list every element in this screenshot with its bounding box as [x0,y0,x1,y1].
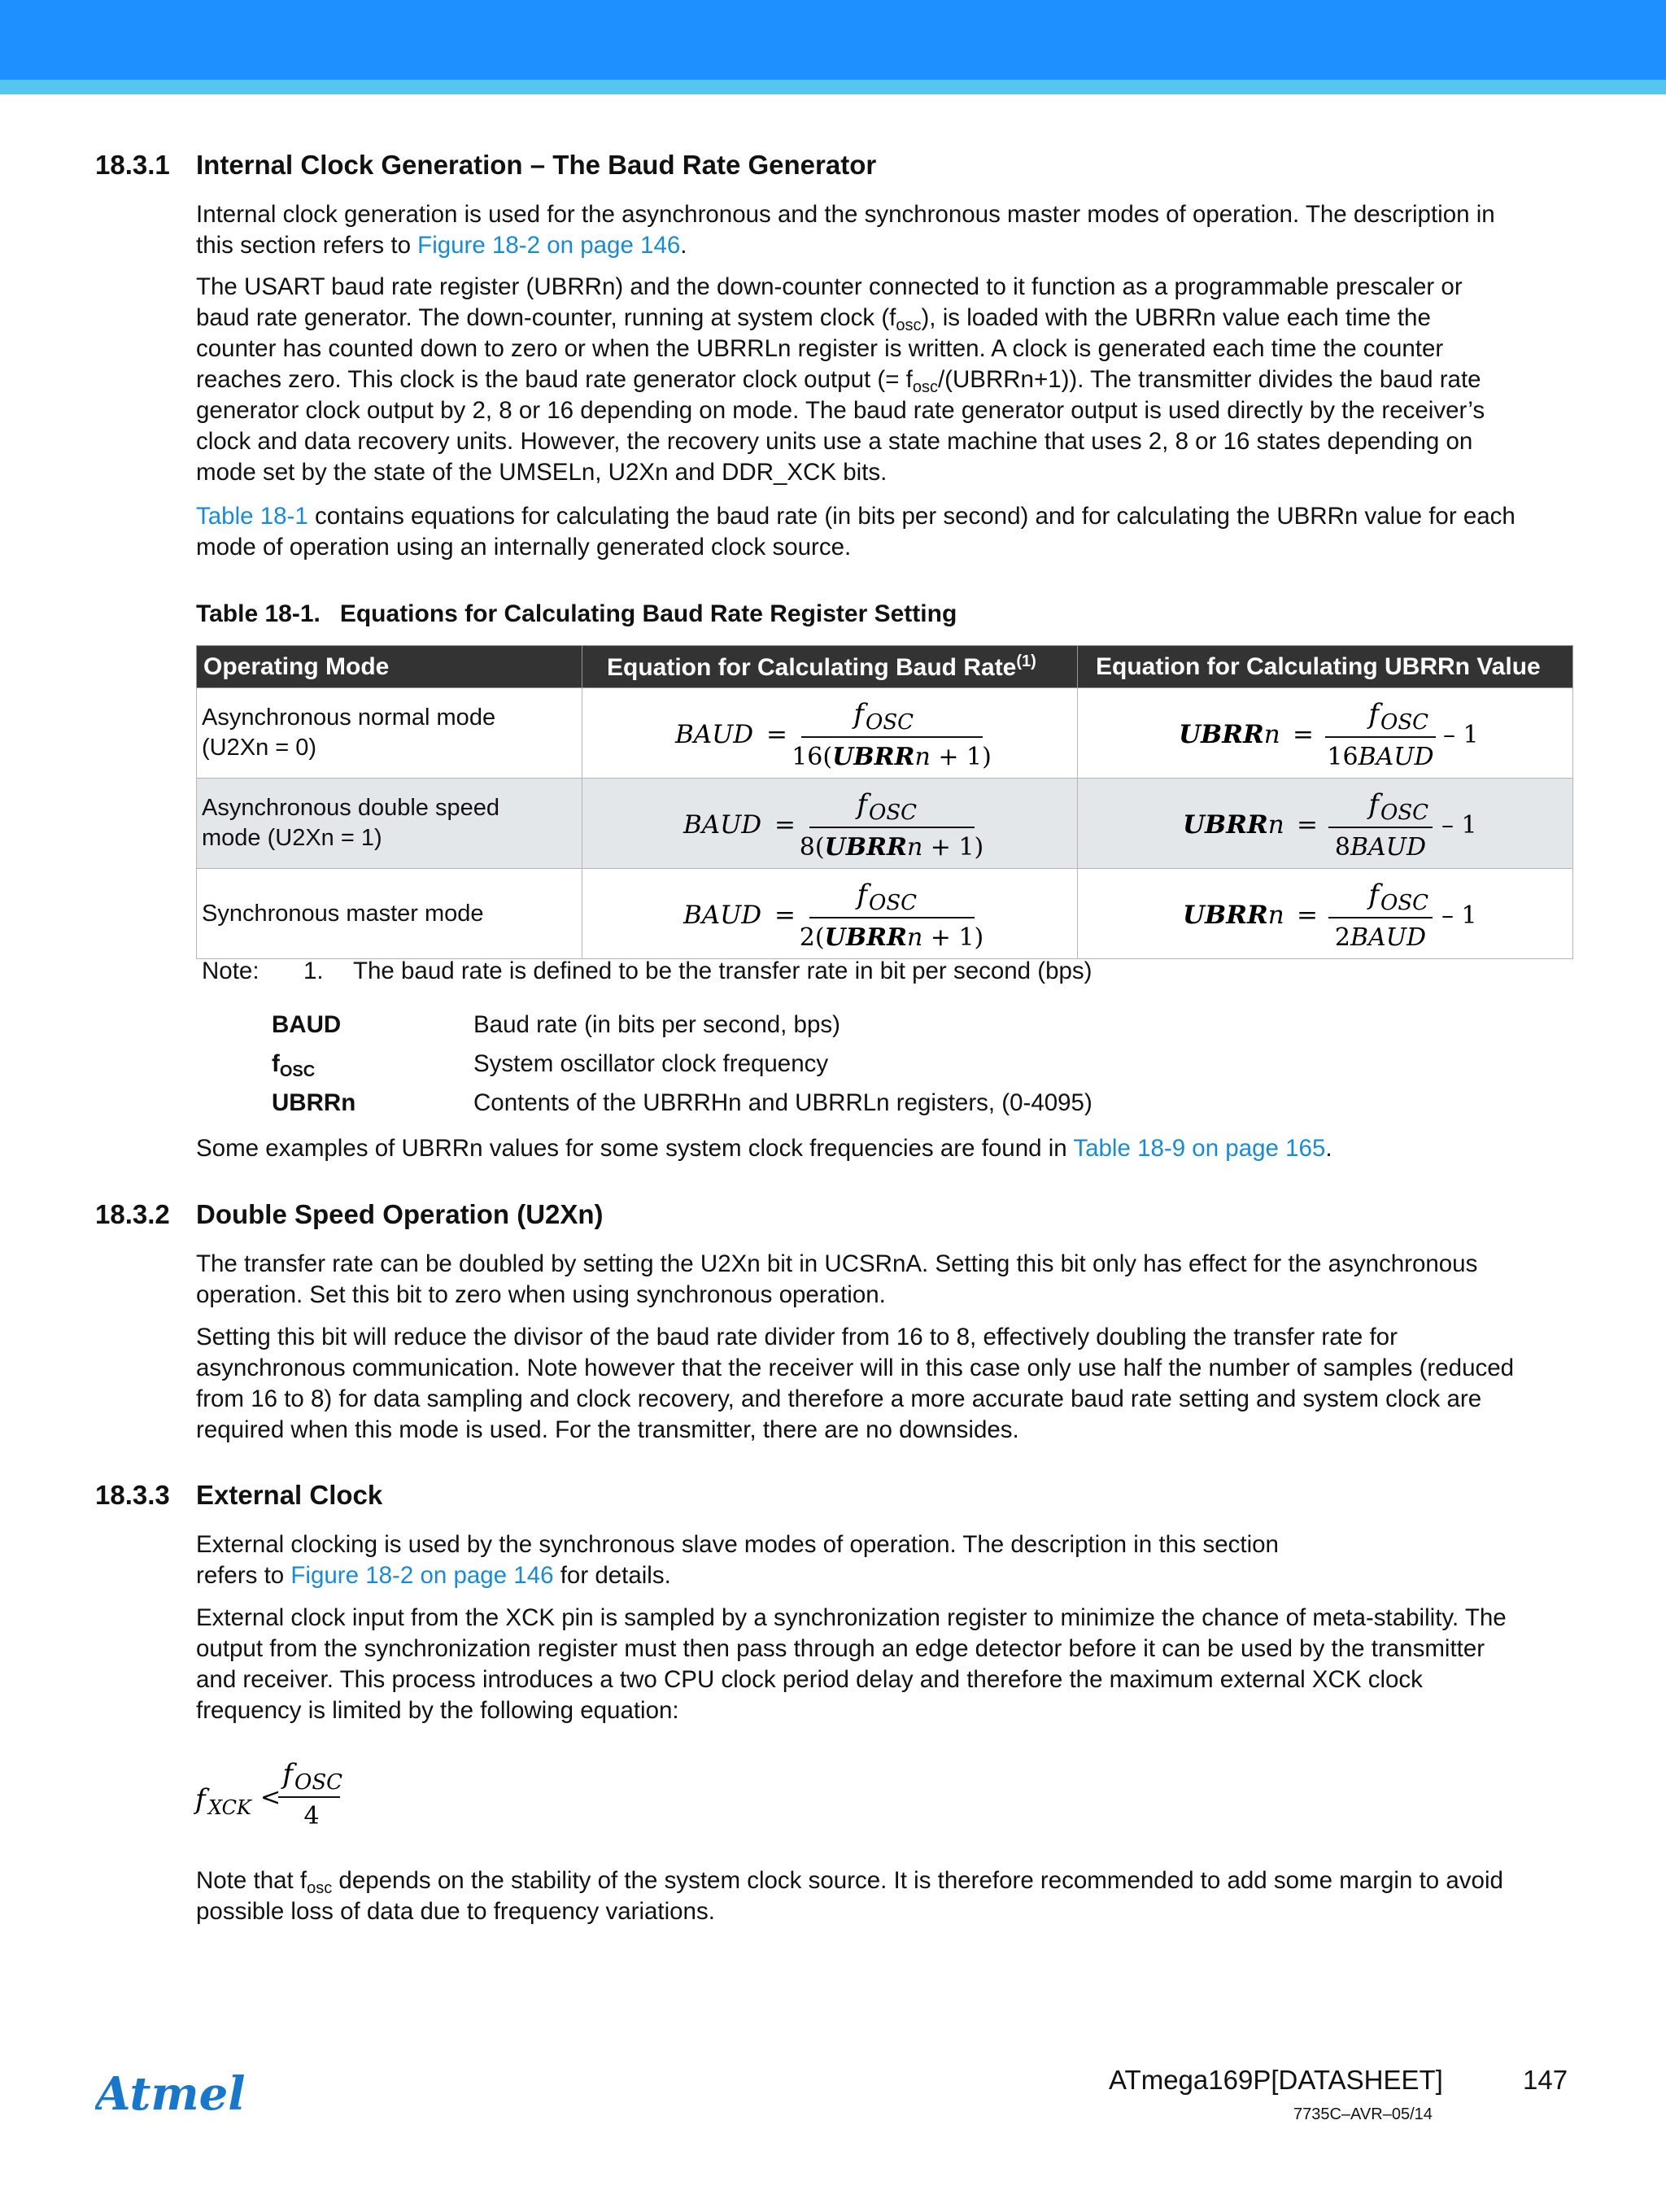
cell-ubrr-equation [1078,779,1573,869]
subscript-osc: osc [307,1879,333,1897]
equals-sign: = [766,720,787,749]
cell-mode [197,779,582,869]
divisor: 16 [1327,743,1359,771]
cell-ubrr-equation [1078,869,1573,959]
section-number-18-3-1: 18.3.1 [95,150,170,180]
ubrr-formula [1162,692,1488,774]
f-symbol: f [282,1758,293,1791]
baud-symbol: BAUD [675,720,754,749]
ubrr-symbol: UBRR [1183,901,1268,930]
def-term-baud: BAUD [272,1011,342,1038]
text-line: mode set by the state of the UMSELn, U2Xn and DDR_XCK bits. [196,459,888,486]
logo-text: Atmel [95,2070,246,2119]
ubrr-formula [1162,873,1488,954]
baud-formula [667,692,992,774]
table-caption [196,600,957,628]
text-line: possible loss of data due to frequency variations. [196,1898,715,1925]
text-line: External clock input from the XCK pin is sampled by a synchronization register to minimize the chance of meta-stability. The [196,1604,1507,1631]
ubrr-symbol: UBRR [832,743,915,771]
text-line: The USART baud rate register (UBRRn) and the down-counter connected to it function as a programmable prescaler or [196,273,1463,300]
paragraph-double-speed-2 [196,1322,1571,1446]
note-number: 1. [303,958,324,984]
section-title-baud-rate-generator: Internal Clock Generation – The Baud Rate Generator [196,150,877,180]
ubrr-symbol: UBRR [1183,810,1268,840]
denominator: 4 [303,1802,320,1830]
osc-subscript: OSC [869,891,918,915]
text-line: External clocking is used by the synchronous slave modes of operation. The description in this section [196,1531,1279,1558]
ubrr-symbol: UBRR [1179,720,1264,749]
cell-mode [197,869,582,959]
divisor: 2 [1334,923,1351,952]
mode-line: (U2Xn = 0) [202,735,317,761]
subscript-osc: osc [912,378,938,396]
divisor: 16 [792,743,823,771]
text-line: output from the synchronization register must then pass through an edge detector before it can be used by the transmitter [196,1635,1485,1662]
paren: ( [822,743,833,771]
n-symbol: n [1267,810,1284,840]
section-title-external-clock: External Clock [196,1480,383,1510]
text-line: mode of operation using an internally generated clock source. [196,534,852,561]
baud-formula [667,873,992,954]
f-symbol: f [857,879,867,911]
header-ubrr-equation: Equation for Calculating UBRRn Value [1078,646,1573,688]
baud-denominator [800,833,984,862]
text-span: contains equations for calculating the baud rate (in bits per second) and for calculating the UBRRn value for each [307,503,1516,530]
baud-denominator [792,743,992,771]
def-desc-ubrrn: Contents of the UBRRHn and UBRRLn registers, (0-4095) [473,1089,1092,1116]
text-span: refers to [196,1562,291,1589]
f-symbol: f [1368,788,1379,821]
def-term-fosc [272,1050,315,1078]
osc-subscript: OSC [869,801,918,825]
paragraph-ubrr-examples [196,1133,1571,1164]
text-line: and receiver. This process introduces a two CPU clock period delay and therefore the maximum external XCK clock [196,1666,1423,1693]
divisor: 8 [1334,833,1351,862]
text-line: asynchronous communication. Note however that the receiver will in this case only use half the number of samples (reduced [196,1355,1515,1381]
f-symbol: f [853,698,864,731]
mode-line: Asynchronous double speed [202,795,499,821]
table-caption-title: Equations for Calculating Baud Rate Register Setting [339,600,957,627]
osc-subscript: OSC [1380,801,1429,825]
text-span: Some examples of UBRRn values for some system clock frequencies are found in [196,1135,1074,1162]
text-line: The transfer rate can be doubled by setting the U2Xn bit in UCSRnA. Setting this bit only has effect for the asynchronous [196,1250,1478,1277]
less-than-sign: < [260,1783,281,1812]
header-operating-mode: Operating Mode [197,646,582,688]
def-desc-baud: Baud rate (in bits per second, bps) [473,1011,840,1038]
footer-page-number: 147 [1523,2065,1568,2095]
text-line: Setting this bit will reduce the divisor of the baud rate divider from 16 to 8, effectively doubling the transfer rate for [196,1324,1398,1350]
baud-symbol: BAUD [1350,923,1427,952]
divisor: 2 [799,923,815,952]
paren: ( [814,923,825,952]
cell-baud-equation [582,688,1078,779]
subscript-osc: osc [896,316,922,334]
ubrr-denominator [1335,923,1426,952]
link-table-18-1[interactable]: Table 18-1 [196,503,308,530]
def-term-ubrrn: UBRRn [272,1089,356,1116]
equals-sign: = [1293,720,1314,749]
text-span: . [680,232,687,259]
header-baud-text: Equation for Calculating Baud Rate [607,653,1017,681]
equals-sign: = [774,810,796,840]
mode-line: Asynchronous normal mode [202,705,496,731]
cell-mode [197,688,582,779]
footer-document-code: 7735C–AVR–05/14 [1293,2105,1433,2123]
ubrr-symbol: UBRR [824,833,907,862]
baud-symbol: BAUD [1350,833,1427,862]
table-row [197,688,1573,779]
text-line: Internal clock generation is used for the asynchronous and the synchronous master modes of operation. The description in [196,201,1495,228]
baud-symbol: BAUD [683,810,762,840]
equals-sign: = [1297,901,1318,930]
section-number-18-3-3: 18.3.3 [95,1480,170,1510]
text-span: this section refers to [196,232,418,259]
minus-one: – 1 [1443,721,1479,749]
text-span: . [1325,1135,1332,1162]
ubrr-lhs [1183,901,1284,930]
text-span: /(UBRRn+1)). The transmitter divides the baud rate [937,366,1481,393]
text-line: counter has counted down to zero or when the UBRRLn register is written. A clock is generated each time the counter [196,335,1444,362]
footer-document-title: ATmega169P[DATASHEET] [1109,2065,1443,2095]
header-band [0,0,1666,80]
cell-baud-equation [582,779,1078,869]
paragraph-double-speed-1 [196,1249,1571,1311]
cell-baud-equation [582,869,1078,959]
ubrr-lhs [1183,810,1284,840]
baud-symbol: BAUD [1358,743,1434,771]
n-symbol: n [1263,720,1280,749]
link-figure-18-2[interactable]: Figure 18-2 on page 146 [417,232,681,259]
osc-subscript: OSC [294,1770,343,1795]
table-row [197,779,1573,869]
xck-subscript: XCK [208,1796,251,1819]
n-symbol: n [914,743,931,771]
f-symbol: f [195,1783,206,1816]
ubrr-denominator [1335,833,1426,862]
text-line: frequency is limited by the following equation: [196,1697,679,1724]
divisor: 8 [799,833,815,862]
plus-one: + 1) [930,743,992,771]
footnote-marker: (1) [1016,652,1036,670]
link-table-18-9[interactable]: Table 18-9 on page 165 [1073,1135,1326,1162]
osc-subscript: OSC [1380,710,1429,735]
ubrr-symbol: UBRR [824,923,907,952]
n-symbol: n [1267,901,1284,930]
text-span: Note that f [196,1867,307,1894]
equals-sign: = [1297,810,1318,840]
ubrr-formula [1162,783,1488,864]
ubrr-denominator [1327,743,1433,771]
mode-line: Synchronous master mode [202,900,484,927]
baud-denominator [800,923,984,952]
paragraph-external-clock-1 [196,1529,1571,1591]
paragraph-internal-clock-intro [196,199,1571,261]
text-line: clock and data recovery units. However, the recovery units use a state machine that uses 2, 8 or 16 states depending on [196,428,1473,455]
text-line: required when this mode is used. For the transmitter, there are no downsides. [196,1416,1019,1443]
n-symbol: n [906,923,923,952]
header-accent-line [0,80,1666,94]
text-span: reaches zero. This clock is the baud rate generator clock output (= f [196,366,913,393]
baud-rate-equations-table [196,645,1573,959]
paragraph-table-reference [196,501,1571,563]
table-row [197,869,1573,959]
mode-line: mode (U2Xn = 1) [202,825,382,851]
text-line: from 16 to 8) for data sampling and clock recovery, and therefore a more accurate baud rate setting and system clock are [196,1385,1482,1412]
section-title-double-speed: Double Speed Operation (U2Xn) [196,1199,604,1229]
text-line: operation. Set this bit to zero when using synchronous operation. [196,1281,886,1308]
osc-subscript: OSC [866,710,914,735]
minus-one: – 1 [1441,901,1477,930]
text-span: depends on the stability of the system clock source. It is therefore recommended to add some margin to avoid [332,1867,1503,1894]
f-symbol: f [1368,698,1379,731]
text-span: baud rate generator. The down-counter, running at system clock (f [196,304,896,331]
paragraph-external-clock-2 [196,1603,1571,1726]
def-term-sub: OSC [279,1062,316,1080]
table-caption-number: Table 18-1. [196,600,321,627]
xck-frequency-equation [192,1753,387,1839]
link-figure-18-2-ext[interactable]: Figure 18-2 on page 146 [290,1562,554,1589]
paragraph-usart-baud-register [196,272,1571,488]
note-text: The baud rate is defined to be the transfer rate in bit per second (bps) [353,958,1092,984]
def-term-f: f [272,1050,280,1077]
n-symbol: n [906,833,923,862]
header-baud-equation [582,646,1078,688]
section-number-18-3-2: 18.3.2 [95,1199,170,1229]
paren: ( [814,833,825,862]
equals-sign: = [774,901,796,930]
plus-one: + 1) [922,923,984,952]
def-desc-fosc: System oscillator clock frequency [473,1050,829,1077]
note-label: Note: [202,958,259,984]
baud-symbol: BAUD [683,901,762,930]
plus-one: + 1) [922,833,984,862]
atmel-logo [95,2070,250,2119]
text-span: for details. [553,1562,671,1589]
f-symbol: f [857,788,867,821]
minus-one: – 1 [1441,811,1477,840]
paragraph-fosc-note [196,1865,1571,1927]
f-symbol: f [1368,879,1379,911]
ubrr-lhs [1179,720,1280,749]
text-line: generator clock output by 2, 8 or 16 depending on mode. The baud rate generator output is used directly by the receiver’s [196,397,1485,424]
table-header-row [197,646,1573,688]
osc-subscript: OSC [1380,891,1429,915]
cell-ubrr-equation [1078,688,1573,779]
baud-formula [667,783,992,864]
text-span: ), is loaded with the UBRRn value each time the [921,304,1431,331]
